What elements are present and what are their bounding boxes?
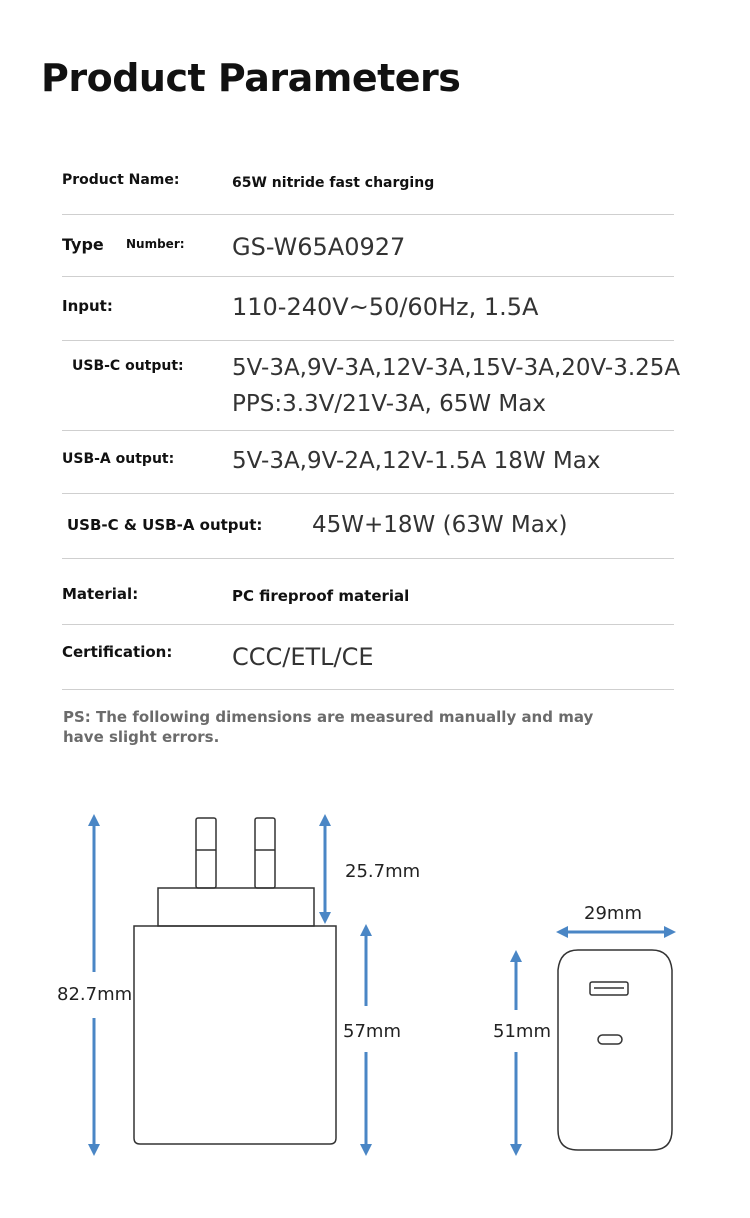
side-height-label: 51mm: [493, 1021, 551, 1042]
side-width-label: 29mm: [584, 903, 642, 924]
input-value: 110-240V~50/60Hz, 1.5A: [232, 293, 539, 321]
material-label: Material:: [62, 585, 139, 603]
dimension-note: PS: The following dimensions are measured manually and may have slight errors.: [63, 708, 594, 746]
charger-body: [134, 926, 336, 1144]
certification-value: CCC/ETL/CE: [232, 643, 374, 671]
type-label: Type: [62, 235, 104, 254]
product-name-label: Product Name:: [62, 172, 180, 188]
usbc-output-label: USB-C output:: [72, 358, 184, 374]
usb-c-port: [598, 1035, 622, 1044]
certification-label: Certification:: [62, 643, 173, 661]
usba-output-label: USB-A output:: [62, 451, 175, 467]
type-number-value: GS-W65A0927: [232, 233, 406, 261]
charger-front-view: [134, 818, 336, 1144]
total-height-label: 82.7mm: [57, 984, 133, 1005]
type-number-sublabel: Number:: [126, 237, 185, 251]
prong-left: [196, 818, 216, 888]
prong-height-label: 25.7mm: [345, 861, 421, 882]
charger-side-view: [558, 950, 672, 1150]
usbc-output-value-line1: 5V-3A,9V-3A,12V-3A,15V-3A,20V-3.25A: [232, 355, 681, 381]
prong-right: [255, 818, 275, 888]
input-label: Input:: [62, 297, 113, 315]
body-height-label: 57mm: [343, 1021, 401, 1042]
usba-output-value: 5V-3A,9V-2A,12V-1.5A 18W Max: [232, 448, 601, 474]
usbc-output-value-line2: PPS:3.3V/21V-3A, 65W Max: [232, 391, 546, 417]
combined-output-label: USB-C & USB-A output:: [67, 516, 263, 534]
charger-neck: [158, 888, 314, 926]
combined-output-value: 45W+18W (63W Max): [312, 512, 568, 538]
side-body: [558, 950, 672, 1150]
product-name-value: 65W nitride fast charging: [232, 175, 435, 191]
page-title: Product Parameters: [41, 56, 461, 100]
material-value: PC fireproof material: [232, 587, 410, 605]
